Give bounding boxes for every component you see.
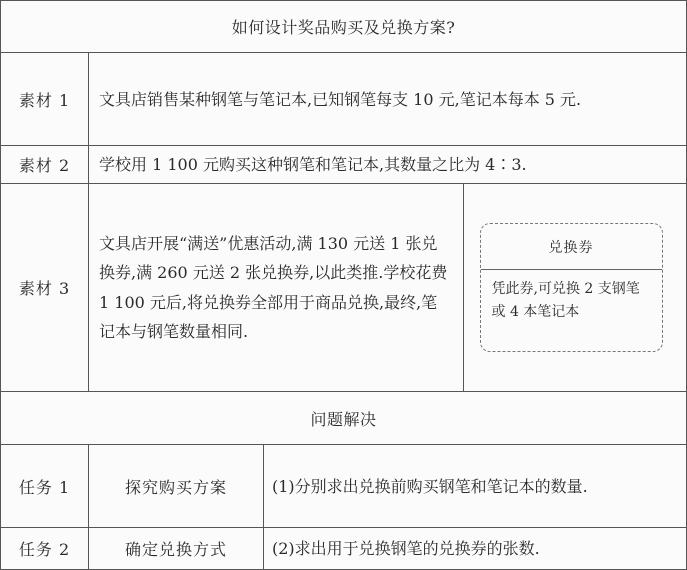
task-name: 确定兑换方式 (89, 528, 264, 570)
task-name: 探究购买方案 (89, 445, 264, 528)
section-title: 问题解决 (1, 392, 687, 445)
task-label: 任务 1 (1, 445, 89, 528)
coupon-body: 凭此券,可兑换 2 支钢笔或 4 本笔记本 (491, 281, 640, 320)
task-row-2 (1, 528, 687, 570)
task-description: (1)分别求出兑换前购买钢笔和笔记本的数量. (264, 445, 687, 528)
material-row-2 (1, 146, 687, 184)
material-label: 素材 3 (1, 184, 89, 392)
task-row-1 (1, 445, 687, 528)
coupon-title: 兑换券 (481, 224, 662, 270)
material-label: 素材 2 (1, 146, 89, 184)
material-text: 文具店销售某种钢笔与笔记本,已知钢笔每支 10 元,笔记本每本 5 元. (89, 53, 687, 146)
task-description: (2)求出用于兑换钢笔的兑换券的张数. (264, 528, 687, 570)
material-text: 文具店开展“满送”优惠活动,满 130 元送 1 张兑换券,满 260 元送 2 张兑换券,以此类推.学校花费 1 100 元后,将兑换券全部用于商品兑换,最终,笔记本与钢笔数量相同. (99, 233, 448, 341)
task-label: 任务 2 (1, 528, 89, 570)
table-title: 如何设计奖品购买及兑换方案? (1, 1, 687, 53)
material-label: 素材 1 (1, 53, 89, 146)
coupon-card (480, 223, 663, 352)
material-row-1 (1, 53, 687, 146)
material-text: 学校用 1 100 元购买这种钢笔和笔记本,其数量之比为 4∶3. (89, 146, 687, 184)
material-row-3 (1, 184, 687, 392)
